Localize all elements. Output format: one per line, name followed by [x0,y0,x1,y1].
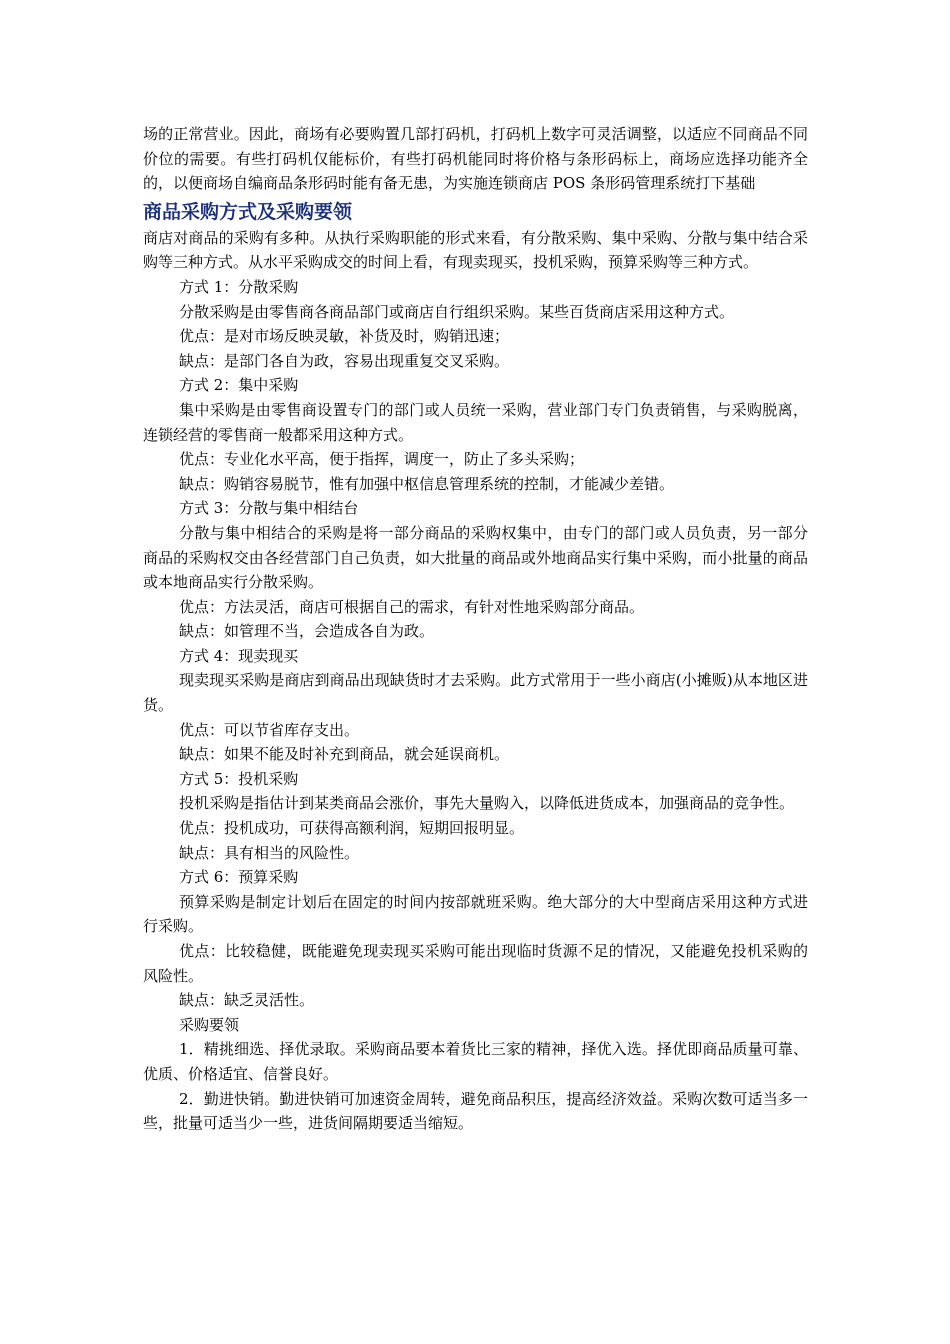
method-description: 投机采购是指估计到某类商品会涨价，事先大量购入，以降低进货成本，加强商品的竞争性。 [179,794,795,813]
method-heading: 方式 2：集中采购 [179,376,299,395]
method-pros: 优点：投机成功，可获得高额利润，短期回报明显。 [179,819,525,838]
method-pros: 优点：是对市场反映灵敏，补货及时，购销迅速； [179,327,510,346]
section-intro-paragraph: 商店对商品的采购有多种。从执行采购职能的形式来看，有分散采购、集中采购、分散与集中结合采购等三种方式。从水平采购成交的时间上看，有现卖现买，投机采购，预算采购等三种方式。 [143,228,808,272]
essentials-item: 1．精挑细选、择优录取。采购商品要本着货比三家的精神，择优入选。择优即商品质量可靠、优质、价格适宜、信誉良好。 [143,1040,808,1083]
method-cons: 缺点：如果不能及时补充到商品，就会延误商机。 [179,745,510,764]
method-pros: 优点：专业化水平高，便于指挥，调度一，防止了多头采购； [179,450,585,469]
method-pros: 优点：比较稳健，既能避免现卖现买采购可能出现临时货源不足的情况，又能避免投机采购的风险性。 [143,942,808,985]
method-description: 预算采购是制定计划后在固定的时间内按部就班采购。绝大部分的大中型商店采用这种方式进行采购。 [143,892,808,936]
method-cons: 缺点：具有相当的风险性。 [179,843,360,862]
method-description: 集中采购是由零售商设置专门的部门或人员统一采购，营业部门专门负责销售，与采购脱离，连锁经营的零售商一般都采用这种方式。 [143,400,808,444]
method-heading: 方式 5：投机采购 [179,769,299,788]
intro-paragraph: 场的正常营业。因此，商场有必要购置几部打码机，打码机上数字可灵活调整，以适应不同商品不同价位的需要。有些打码机仅能标价，有些打码机能同时将价格与条形码标上，商场应选择功能齐全的，以便商场自编商品条形码时能有备无患，为实施连锁商店 POS 条形码管理系统打下基础 [143,125,808,193]
method-heading: 方式 4：现卖现买 [179,646,299,665]
document-body [143,122,808,1136]
method-pros: 优点：可以节省库存支出。 [179,720,360,739]
method-cons: 缺点：缺乏灵活性。 [179,991,315,1010]
essentials-item: 2．勤进快销。勤进快销可加速资金周转，避免商品积压，提高经济效益。采购次数可适当多一些，批量可适当少一些，进货间隔期要适当缩短。 [143,1089,808,1133]
section-title: 商品采购方式及采购要领 [143,200,353,223]
method-description: 分散与集中相结合的采购是将一部分商品的采购权集中，由专门的部门或人员负责，另一部分商品的采购权交由各经营部门自己负责，如大批量的商品或外地商品实行集中采购，而小批量的商品或本地商品实行分散采购。 [143,523,808,592]
method-heading: 方式 6：预算采购 [179,868,299,887]
method-heading: 方式 3：分散与集中相结台 [179,499,359,518]
method-heading: 方式 1：分散采购 [179,277,299,296]
essentials-heading: 采购要领 [179,1015,240,1034]
method-cons: 缺点：如管理不当，会造成各自为政。 [179,622,435,641]
method-description: 分散采购是由零售商各商品部门或商店自行组织采购。某些百货商店采用这种方式。 [179,302,735,321]
method-cons: 缺点：购销容易脱节，惟有加强中枢信息管理系统的控制，才能减少差错。 [179,474,675,493]
method-cons: 缺点：是部门各自为政，容易出现重复交叉采购。 [179,351,510,370]
method-description: 现卖现买采购是商店到商品出现缺货时才去采购。此方式常用于一些小商店(小摊贩)从本地区进货。 [143,671,808,715]
method-pros: 优点：方法灵活，商店可根据自己的需求，有针对性地采购部分商品。 [179,597,645,616]
